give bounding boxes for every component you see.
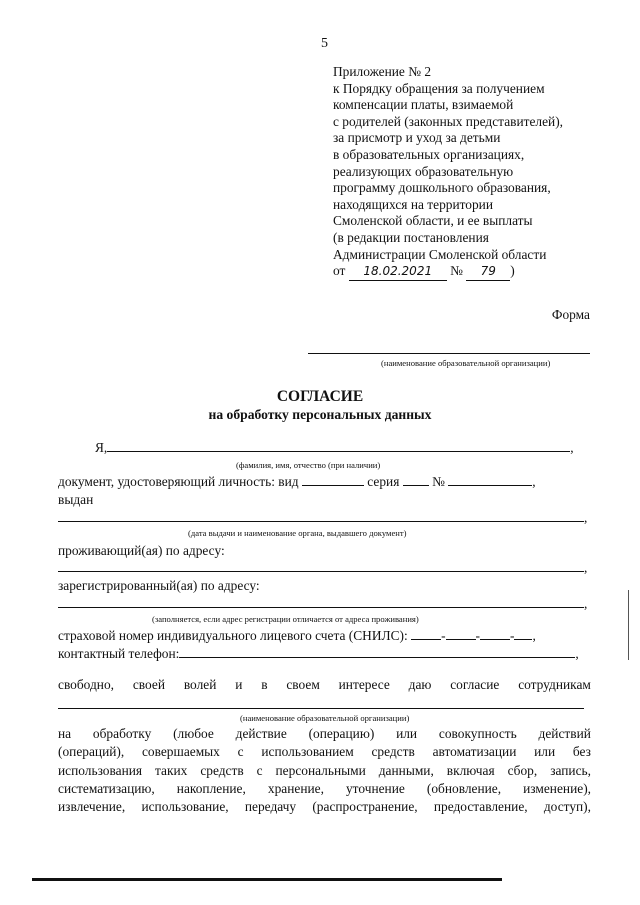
word: с [256,762,263,778]
word: таких [155,762,188,778]
appendix-line: (в редакции постановления [333,229,489,245]
word: даю [408,677,432,692]
appendix-block [333,64,563,281]
dash: - [475,628,480,643]
appendix-line: к Порядку обращения за получением [333,80,545,96]
word: своей [132,677,165,692]
word: действие [235,726,287,741]
word: автоматизации [432,744,517,760]
word: сбор, [507,762,538,778]
word: хранение, [267,780,324,796]
issued-row [58,510,588,526]
word: действий [538,726,591,741]
snils-part-4[interactable] [514,628,532,640]
document-row [58,474,588,490]
word: без [572,744,591,760]
comma: , [584,510,588,525]
consent-org-caption: (наименование образовательной организации) [240,713,410,723]
registration-address-field[interactable] [58,596,584,608]
snils-label: страховой номер индивидуального лицевого счета (СНИЛС): [58,628,408,643]
word: передачу [244,799,297,815]
comma: , [584,560,588,575]
word: в [261,677,268,692]
consent-intro [58,676,591,694]
word: совокупность [438,726,517,741]
document-number-field[interactable] [448,474,532,486]
word: волей [183,677,217,692]
name-caption: (фамилия, имя, отчество (при наличии) [236,460,381,470]
registered-label: зарегистрированный(ая) по адресу: [58,578,260,593]
appendix-line: находящихся на территории [333,196,494,212]
word: уточнение [345,780,405,796]
word: использования [58,762,143,778]
consent-org-field[interactable] [58,708,584,709]
full-name-field[interactable] [107,440,570,452]
ya-label: Я, [95,440,108,455]
phone-label: контактный телефон: [58,646,180,661]
word: свободно, [58,677,115,692]
word: использование, [141,799,229,815]
document-series-field[interactable] [403,474,429,486]
word: средств [371,744,415,760]
word: запись, [550,762,591,778]
appendix-line: программу дошкольного образования, [333,180,551,196]
org-caption-top: (наименование образовательной организации) [381,358,551,368]
comma: , [575,646,579,661]
snils-part-2[interactable] [446,628,476,640]
word: извлечение, [58,799,126,815]
appendix-line: с родителей (законных представителей), [333,113,564,129]
word: предоставление, [433,799,528,815]
series-label: серия [367,474,400,489]
appendix-line: реализующих образовательную [333,163,514,179]
document-label: документ, удостоверяющий личность: вид [58,474,299,489]
appendix-line: Смоленской области, и ее выплаты [333,213,533,229]
document-type-field[interactable] [302,474,364,486]
phone-row [58,646,588,662]
word: своем [286,677,320,692]
word: изменение), [523,780,591,796]
comma: , [532,628,536,643]
word: интересе [338,677,390,692]
word: (операцию) [308,726,375,741]
handwritten-number: 79 [466,263,510,281]
comma: , [532,474,536,489]
document-subtitle: на обработку персональных данных [208,407,432,422]
form-label: Форма [551,307,590,322]
word: на [58,726,72,741]
word: или [396,726,418,741]
registration-caption: (заполняется, если адрес регистрации отличается от адреса проживания) [152,614,419,624]
scan-bottom-bar [32,878,502,881]
snils-row [58,628,588,644]
word: систематизацию, [58,780,155,796]
consent-body-line [58,780,591,798]
word: (любое [173,726,214,741]
issued-caption: (дата выдачи и наименование органа, выдавшего документ) [188,528,407,538]
name-row [95,440,595,456]
handwritten-date: 18.02.2021 [349,263,447,281]
consent-body-line [58,762,591,780]
word: с [237,744,244,760]
from-label: от [333,263,346,279]
word: включая [446,762,495,778]
word: использованием [261,744,354,760]
close-paren: ) [510,263,515,279]
word: обработку [92,726,152,741]
appendix-line: Администрации Смоленской области [333,246,547,262]
word: доступ), [543,799,591,815]
snils-part-1[interactable] [411,628,441,640]
residence-address-field[interactable] [58,560,584,572]
document-title: СОГЛАСИЕ [276,388,364,405]
word: сотрудникам [518,677,591,692]
word: накопление, [176,780,246,796]
issued-label: выдан [58,492,94,507]
residing-row [58,560,588,576]
word: персональными [275,762,366,778]
consent-body-line [58,725,591,743]
appendix-line: компенсации платы, взимаемой [333,97,514,113]
issued-by-field[interactable] [58,510,584,522]
comma: , [584,596,588,611]
consent-body [58,725,591,816]
consent-body-line [58,743,591,761]
word: и [235,677,243,692]
word: данными, [378,762,434,778]
registered-row [58,596,588,612]
doc-number-label: № [432,474,445,489]
comma: , [570,440,574,455]
number-label: № [450,263,463,279]
residing-label: проживающий(ая) по адресу: [58,543,225,558]
scan-edge-mark [628,590,629,660]
word: согласие [450,677,500,692]
word: (операций), [58,744,125,760]
word: средств [200,762,244,778]
appendix-line: за присмотр и уход за детьми [333,130,501,146]
dash: - [441,628,446,643]
org-name-line[interactable] [308,353,590,354]
dash: - [510,628,515,643]
consent-body-line [58,798,591,816]
word: или [534,744,556,760]
appendix-line: Приложение № 2 [333,64,432,79]
word: (распространение, [312,799,418,815]
snils-part-3[interactable] [480,628,510,640]
appendix-line: в образовательных организациях, [333,146,525,162]
word: (обновление, [426,780,502,796]
appendix-date-line [333,263,563,281]
page-number: 5 [321,36,328,51]
consent-intro-line [58,676,591,694]
word: совершаемых [141,744,220,760]
phone-field[interactable] [179,646,575,658]
